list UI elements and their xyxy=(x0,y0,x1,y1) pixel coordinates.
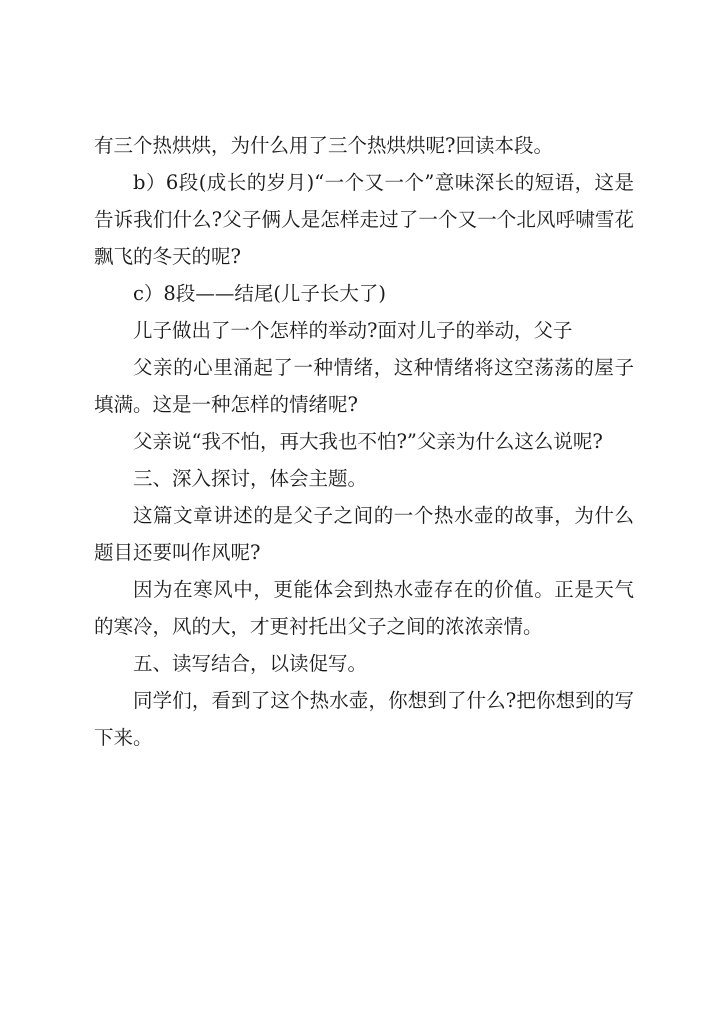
section-heading-3: 三、深入探讨，体会主题。 xyxy=(133,467,368,490)
paragraph-9: 同学们，看到了这个热水壶，你想到了什么?把你想到的写下来。 xyxy=(94,689,634,749)
paragraph-6: 父亲说“我不怕，再大我也不怕?”父亲为什么这么说呢? xyxy=(133,430,603,453)
paragraph-3: c）8段——结尾(儿子长大了) xyxy=(133,282,387,305)
paragraph-7: 这篇文章讲述的是父子之间的一个热水壶的故事，为什么题目还要叫作风呢? xyxy=(94,504,634,564)
paragraph-8: 因为在寒风中，更能体会到热水壶存在的价值。正是天气的寒冷，风的大，才更衬托出父子之间的浓浓亲情。 xyxy=(94,578,634,638)
document-body xyxy=(94,127,634,756)
paragraph-5: 父亲的心里涌起了一种情绪，这种情绪将这空荡荡的屋子填满。这是一种怎样的情绪呢? xyxy=(94,356,634,416)
section-heading-5: 五、读写结合，以读促写。 xyxy=(133,652,368,675)
paragraph-1: 有三个热烘烘，为什么用了三个热烘烘呢?回读本段。 xyxy=(94,134,553,157)
paragraph-4: 儿子做出了一个怎样的举动?面对儿子的举动，父子 xyxy=(133,319,573,342)
paragraph-2: b）6段(成长的岁月)“一个又一个”意味深长的短语，这是告诉我们什么?父子俩人是怎样走过了一个又一个北风呼啸雪花飘飞的冬天的呢? xyxy=(94,171,634,268)
